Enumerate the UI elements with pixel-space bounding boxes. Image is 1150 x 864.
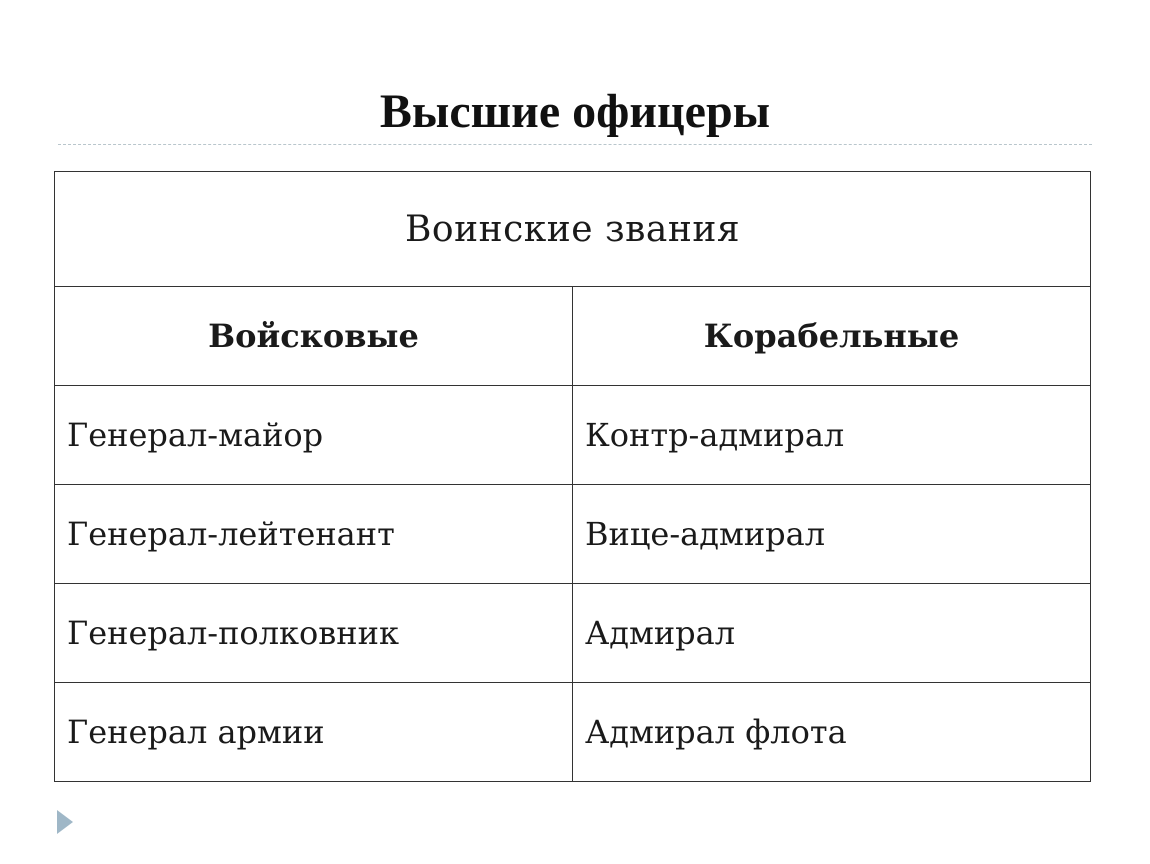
table-caption: Воинские звания bbox=[55, 172, 1091, 287]
table-cell-ground: Генерал армии bbox=[55, 683, 573, 782]
table-cell-naval: Вице-адмирал bbox=[573, 485, 1091, 584]
table-cell-naval: Адмирал флота bbox=[573, 683, 1091, 782]
column-header-naval: Корабельные bbox=[573, 287, 1091, 386]
table-row bbox=[55, 584, 1091, 683]
table-cell-ground: Генерал-полковник bbox=[55, 584, 573, 683]
column-header-ground: Войсковые bbox=[55, 287, 573, 386]
table-cell-ground: Генерал-майор bbox=[55, 386, 573, 485]
table-row bbox=[55, 683, 1091, 782]
table-cell-naval: Адмирал bbox=[573, 584, 1091, 683]
ranks-table bbox=[54, 171, 1091, 782]
triangle-right-icon[interactable] bbox=[57, 810, 73, 834]
table-row bbox=[55, 386, 1091, 485]
table-cell-naval: Контр-адмирал bbox=[573, 386, 1091, 485]
table-caption-row bbox=[55, 172, 1091, 287]
title-divider bbox=[58, 144, 1092, 145]
slide-title: Высшие офицеры bbox=[379, 85, 771, 138]
table-cell-ground: Генерал-лейтенант bbox=[55, 485, 573, 584]
table-row bbox=[55, 485, 1091, 584]
table-header-row bbox=[55, 287, 1091, 386]
